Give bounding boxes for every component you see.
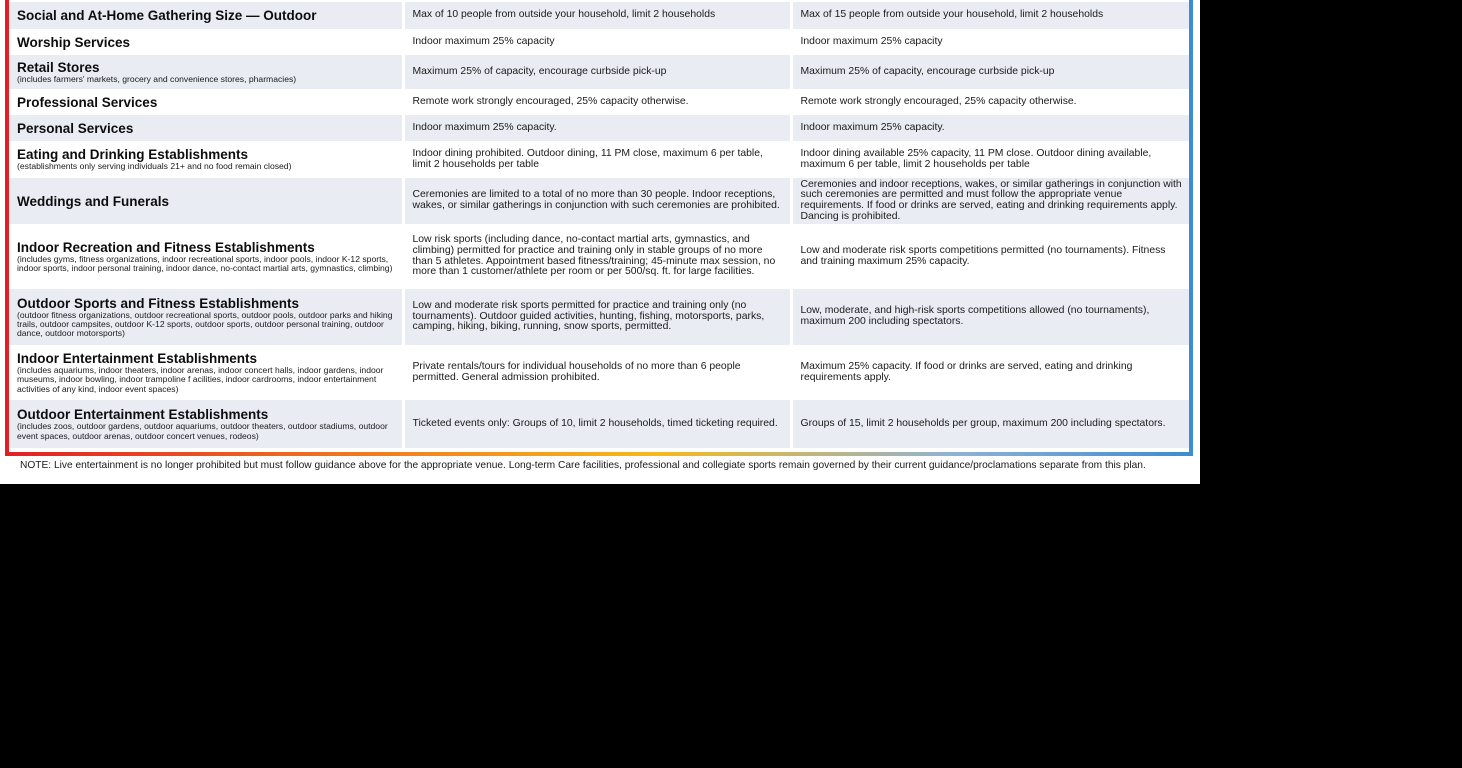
category-note: (includes zoos, outdoor gardens, outdoor aquariums, outdoor theaters, outdoor stadiums, outdoor event spaces, outdoor arenas, outdoor concert venues, rodeos): [17, 421, 388, 441]
table-container: [9, 0, 1189, 452]
table-row: [9, 400, 1189, 448]
category-note: (includes gyms, fitness organizations, indoor recreational sports, indoor pools, indoor K-12 sports, indoor sports, indoor personal training, indoor dance, no-contact martial arts, gymnastics, climbing): [17, 253, 393, 273]
table-row: [9, 29, 1189, 55]
category-title: Social and At-Home Gathering Size — Outdoor: [17, 8, 317, 23]
category-title: Indoor Entertainment Establishments: [17, 351, 258, 367]
category-title: Professional Services: [17, 94, 158, 110]
next-guidance-cell: Remote work strongly encouraged, 25% capacity otherwise.: [791, 89, 1189, 115]
gradient-border-frame: [5, 0, 1193, 456]
next-guidance-cell: Groups of 15, limit 2 households per group, maximum 200 including spectators.: [791, 400, 1189, 448]
category-title: Eating and Drinking Establishments: [17, 147, 249, 163]
table-row: [9, 224, 1189, 289]
next-guidance-cell: Indoor maximum 25% capacity: [791, 29, 1189, 55]
next-guidance-cell: Indoor dining available 25% capacity, 11 PM close. Outdoor dining available, maximum 6 per table, limit 2 households per table: [791, 141, 1189, 178]
next-guidance-cell: Maximum 25% of capacity, encourage curbside pick-up: [791, 55, 1189, 89]
category-title: Outdoor Entertainment Establishments: [17, 407, 269, 423]
category-note: (includes aquariums, indoor theaters, indoor arenas, indoor concert halls, indoor gardens, indoor museums, indoor bowling, indoor trampoline f acilities, indoor cardrooms, indoor entertainment activities of any kind, indoor event spaces): [17, 365, 384, 394]
guidance-table: [9, 2, 1189, 448]
category-title: Worship Services: [17, 34, 131, 50]
current-guidance-cell: Maximum 25% of capacity, encourage curbside pick-up: [403, 55, 791, 89]
category-cell: [9, 178, 403, 224]
category-cell: [9, 224, 403, 289]
current-guidance-cell: Indoor maximum 25% capacity: [403, 29, 791, 55]
category-cell: [9, 345, 403, 400]
current-guidance-cell: Ticketed events only: Groups of 10, limit 2 households, timed ticketing required.: [403, 400, 791, 448]
current-guidance-cell: Max of 10 people from outside your household, limit 2 households: [403, 2, 791, 29]
category-cell: [9, 115, 403, 141]
next-guidance-cell: Max of 15 people from outside your household, limit 2 households: [791, 2, 1189, 29]
category-title: Personal Services: [17, 120, 134, 136]
current-guidance-cell: Remote work strongly encouraged, 25% capacity otherwise.: [403, 89, 791, 115]
category-cell: [9, 141, 403, 178]
next-guidance-cell: Ceremonies and indoor receptions, wakes, or similar gatherings in conjunction with such ceremonies are permitted and must follow the appropriate venue requirements. If food or drinks are served, eating and drinking requirements apply. Dancing is prohibited.: [791, 178, 1189, 224]
category-cell: [9, 289, 403, 345]
table-row: [9, 345, 1189, 400]
category-note: (establishments only serving individuals 21+ and no food remain closed): [17, 161, 292, 172]
category-cell: [9, 55, 403, 89]
category-title: Weddings and Funerals: [17, 193, 170, 209]
current-guidance-cell: Low and moderate risk sports permitted for practice and training only (no tournaments). Outdoor guided activities, hunting, fishing, motorsports, parks, camping, hiking, biking, running, snow sports, permitted.: [403, 289, 791, 345]
table-row: [9, 55, 1189, 89]
category-title: Outdoor Sports and Fitness Establishments: [17, 295, 300, 311]
category-cell: [9, 400, 403, 448]
category-cell: [9, 29, 403, 55]
current-guidance-cell: Low risk sports (including dance, no-contact martial arts, gymnastics, and climbing) permitted for practice and training only in stable groups of no more than 5 athletes. Appointment based fitness/training; 45-minute max session, no more than 1 customer/athlete per room or per 500/sq. ft. for large facilities.: [403, 224, 791, 289]
table-row: [9, 289, 1189, 345]
category-note: (includes farmers' markets, grocery and convenience stores, pharmacies): [17, 73, 297, 84]
category-cell: [9, 89, 403, 115]
next-guidance-cell: Maximum 25% capacity. If food or drinks are served, eating and drinking requirements apply.: [791, 345, 1189, 400]
table-row: [9, 89, 1189, 115]
next-guidance-cell: Indoor maximum 25% capacity.: [791, 115, 1189, 141]
category-note: (outdoor fitness organizations, outdoor recreational sports, outdoor pools, outdoor parks and hiking trails, outdoor campsites, outdoor K-12 sports, outdoor sports, outdoor personal training, outdoor dance, outdoor motorsports): [17, 309, 393, 339]
category-title: Retail Stores: [17, 59, 100, 75]
category-title: Indoor Recreation and Fitness Establishments: [17, 239, 315, 255]
footer-note: NOTE: Live entertainment is no longer prohibited but must follow guidance above for the appropriate venue. Long-term Care facilities, professional and collegiate sports remain governed by their current guidance/proclamations separate from this plan.: [20, 460, 1146, 471]
current-guidance-cell: Indoor dining prohibited. Outdoor dining, 11 PM close, maximum 6 per table, limit 2 households per table: [403, 141, 791, 178]
current-guidance-cell: Indoor maximum 25% capacity.: [403, 115, 791, 141]
current-guidance-cell: Ceremonies are limited to a total of no more than 30 people. Indoor receptions, wakes, or similar gatherings in conjunction with such ceremonies are prohibited.: [403, 178, 791, 224]
next-guidance-cell: Low and moderate risk sports competitions permitted (no tournaments). Fitness and training maximum 25% capacity.: [791, 224, 1189, 289]
category-cell: [9, 2, 403, 29]
current-guidance-cell: Private rentals/tours for individual households of no more than 6 people permitted. General admission prohibited.: [403, 345, 791, 400]
table-row: [9, 141, 1189, 178]
next-guidance-cell: Low, moderate, and high-risk sports competitions allowed (no tournaments), maximum 200 including spectators.: [791, 289, 1189, 345]
empty-background: [0, 484, 1462, 768]
table-row: [9, 2, 1189, 29]
table-row: [9, 178, 1189, 224]
table-row: [9, 115, 1189, 141]
